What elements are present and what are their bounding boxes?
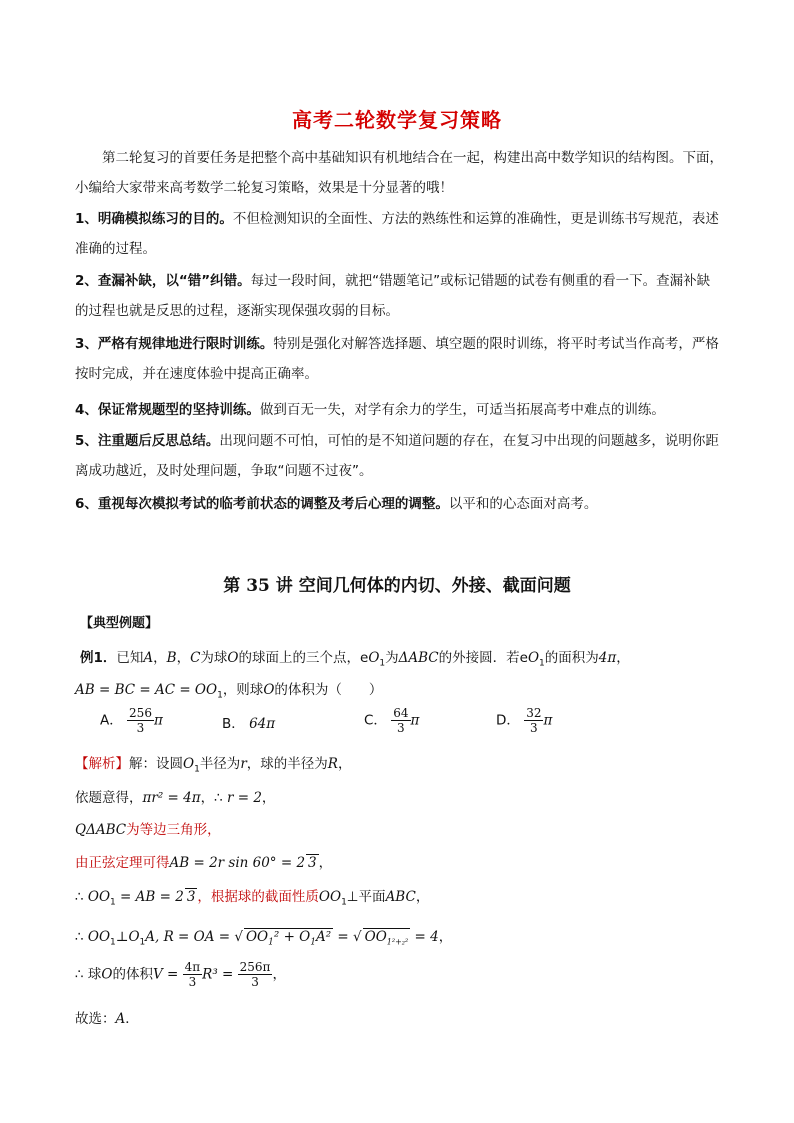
sol-6-eq5: = 4	[410, 929, 439, 945]
comma-2: ，	[176, 650, 191, 666]
sol-8c: ．	[125, 1011, 139, 1027]
sol-3a: Q	[75, 822, 87, 838]
point-c: C	[190, 650, 201, 666]
sol-6-sq1b: ² + O	[273, 929, 311, 945]
point-2-body: 每过一段时间，就把“错题笔记”或标记错题的试卷有侧重的看一下。查漏补缺的过程也就是反思的过程，逐渐实现保强攻弱的目标。	[75, 273, 711, 319]
sol-6-sq1-sub2: 1	[310, 937, 316, 948]
sol-6-sq2-sub: 1²+₂²	[386, 937, 409, 947]
point-4-head: 4、保证常规题型的坚持训练。	[75, 402, 260, 418]
sol-6a: ∴	[75, 929, 88, 945]
sol-3c: 为等边三角形，	[126, 822, 221, 838]
circle-o1-2: O	[527, 650, 540, 666]
sol-1d: ，	[337, 756, 352, 772]
sol-2d: ，	[261, 790, 276, 806]
page-title: 高考二轮数学复习策略	[292, 108, 502, 132]
option-a-den: 3	[136, 721, 145, 735]
sol-5c: OO	[318, 889, 342, 905]
point-3	[75, 329, 723, 389]
sol-3b: ΔABC	[86, 822, 127, 838]
sol-6-eq2: ⊥O	[115, 929, 140, 945]
option-b-value: 64π	[249, 716, 276, 732]
solution-line-4	[75, 851, 332, 871]
option-d-pi: π	[543, 712, 553, 729]
sol-5-sqrt: 3	[186, 889, 196, 905]
sol-5-eq: OO	[87, 889, 111, 905]
example-text-1: 已知	[116, 650, 144, 666]
sub-1: 1	[379, 658, 386, 669]
circle-symbol-2: e	[519, 650, 528, 666]
sol-6-sqrt1	[244, 928, 333, 948]
point-3-body: 特别是强化对解答选择题、填空题的限时训练，将平时考试当作高考，严格按时完成，并在速度体验中提高正确率。	[75, 336, 719, 382]
option-a-pi: π	[153, 712, 163, 729]
sol-8a: 故选：	[75, 1011, 116, 1027]
sol-7c: ，	[272, 966, 286, 983]
option-c[interactable]	[364, 706, 419, 735]
example-text-3: 的球面上的三个点，	[238, 650, 360, 666]
sol-7a: ∴ 球	[75, 966, 102, 983]
solution-line-2	[75, 786, 275, 806]
equal-condition: AB = BC = AC = OO	[75, 682, 218, 698]
sol-4-sqrt: 3	[308, 855, 317, 871]
solution-line-3	[75, 818, 221, 838]
option-b[interactable]	[222, 712, 275, 732]
solution-line-8	[75, 1007, 139, 1027]
point-2-head: 2、查漏补缺，以“错”纠错。	[75, 273, 251, 289]
sol-5b: ，根据球的截面性质	[197, 889, 319, 905]
solution-line-7	[75, 960, 286, 989]
sol-7-frac1	[183, 960, 203, 989]
option-a[interactable]	[100, 706, 163, 735]
sol-1a: 解：设圆	[129, 756, 183, 772]
sol-6-sub: 1	[110, 937, 116, 948]
lecture-title: 第 35 讲 空间几何体的内切、外接、截面问题	[223, 576, 571, 596]
point-4-body: 做到百无一失，对学有余力的学生，可适当拓展高考中难点的训练。	[259, 402, 665, 418]
sol-7-num2: 256π	[239, 960, 271, 974]
area-value: 4π	[598, 650, 617, 666]
solution-label: 【解析】	[75, 756, 129, 772]
option-b-letter: B．	[222, 716, 245, 732]
example-text-5: 的外接圆．若	[438, 650, 520, 666]
solution-line-6: ∴ $OO_1\perp O_1A$, R = OA = √ $OO_1^2 + O_1A^2$ = √ $OO_{1^2+_2^2} = 4$，	[75, 929, 453, 948]
point-5-body: 出现问题不可怕，可怕的是不知道问题的存在，在复习中出现的问题越多，说明你距离成功越近，及时处理问题，争取“问题不过夜”。	[75, 433, 719, 479]
point-6-head: 6、重视每次模拟考试的临考前状态的调整及考后心理的调整。	[75, 496, 449, 512]
sol-7-num1: 4π	[184, 960, 201, 974]
sol-5-sub2: 1	[341, 897, 347, 908]
option-c-letter: C．	[364, 712, 387, 729]
point-5	[75, 426, 723, 486]
sol-6b: ，	[438, 929, 453, 945]
point-1	[75, 204, 723, 264]
point-2	[75, 266, 723, 326]
sol-5d: ⊥平面	[346, 889, 386, 905]
sol-1-sub: 1	[194, 764, 200, 775]
point-3-head: 3、严格有规律地进行限时训练。	[75, 336, 274, 352]
sol-5f: ，	[415, 889, 430, 905]
sol-7-R: R³ =	[202, 966, 238, 983]
sol-2-eq: πr² = 4π	[142, 790, 201, 806]
sol-7-frac2	[238, 960, 273, 989]
sol-4-eq: AB = 2r sin 60° = 2	[169, 855, 306, 871]
sphere-o: O	[227, 650, 239, 666]
sol-1-R: R	[327, 756, 338, 772]
sol-4b: ，	[318, 855, 333, 871]
solution-line-1	[75, 752, 351, 775]
sol-6-sq1: OO	[245, 929, 269, 945]
option-a-fraction	[127, 706, 154, 735]
sol-1-o1: O	[183, 756, 195, 772]
example-text-8: 的体积为（ ）	[274, 682, 383, 698]
example-text-2: 为球	[200, 650, 228, 666]
option-d-num: 32	[526, 706, 542, 720]
option-c-num: 64	[393, 706, 409, 720]
sol-6-sub2: 1	[139, 937, 146, 948]
point-5-head: 5、注重题后反思总结。	[75, 433, 220, 449]
example-label: 例1．	[80, 650, 117, 666]
point-6-body: 以平和的心态面对高考。	[448, 496, 598, 512]
sol-7-V: V =	[152, 966, 183, 983]
option-d-letter: D．	[496, 712, 520, 729]
point-1-head: 1、明确模拟练习的目的。	[75, 211, 233, 227]
sol-6-eq4: =	[333, 929, 354, 945]
sol-2c: r = 2	[226, 790, 262, 806]
option-c-fraction	[391, 706, 410, 735]
sol-7b: 的体积	[112, 966, 153, 983]
option-c-pi: π	[410, 712, 420, 729]
point-b: B	[166, 650, 177, 666]
example-line-2	[75, 678, 382, 701]
intro-paragraph: 第二轮复习的首要任务是把整个高中基础知识有机地结合在一起，构建出高中数学知识的结构图。下面，小编给大家带来高考数学二轮复习策略，效果是十分显著的哦！	[75, 150, 723, 196]
option-d-fraction	[524, 706, 543, 735]
sub-1-2: 1	[539, 658, 545, 669]
point-1-body: 不但检测知识的全面性、方法的熟练性和运算的准确性，更是训练书写规范，表述准确的过程。	[75, 211, 719, 257]
sol-7-den1: 3	[188, 975, 197, 989]
circle-o1: O	[368, 650, 380, 666]
sol-7-den2: 3	[251, 975, 259, 989]
solution-line-5	[75, 885, 429, 908]
option-a-letter: A．	[100, 712, 123, 729]
point-6	[75, 489, 723, 519]
example-text-6: 的面积为	[544, 650, 599, 666]
sol-5-eq2: = AB = 2	[115, 889, 184, 905]
sol-1-r: r	[240, 756, 247, 772]
sol-6-sq1-sub: 1	[268, 937, 274, 948]
sphere-o-2: O	[263, 682, 275, 698]
sol-5a: ∴	[75, 889, 88, 905]
example-text-4: 为	[385, 650, 399, 666]
sol-1c: ，球的半径为	[246, 756, 328, 772]
sub-1-3: 1	[217, 690, 223, 701]
triangle-abc: ΔABC	[398, 650, 439, 666]
option-c-den: 3	[397, 721, 405, 735]
option-d-den: 3	[530, 721, 538, 735]
example-line-1	[80, 646, 630, 669]
sol-6-sq1c: A²	[315, 929, 332, 945]
point-a: A	[143, 650, 154, 666]
comma-1: ，	[153, 650, 167, 666]
sol-8b: A	[115, 1011, 126, 1027]
option-a-num: 256	[129, 706, 152, 720]
sol-4a: 由正弦定理可得	[75, 855, 170, 871]
sol-5-sub: 1	[110, 897, 116, 908]
sol-6-sqrt2	[363, 928, 411, 947]
sol-5e: ABC	[385, 889, 416, 905]
sol-2b: ，∴	[200, 790, 227, 806]
sol-6-eq3: A, R = OA =	[145, 929, 235, 945]
sol-7-o: O	[101, 966, 113, 983]
point-4	[75, 395, 723, 425]
option-d[interactable]	[496, 706, 552, 735]
sol-6-sq2: OO	[364, 929, 387, 945]
section-tag: 【典型例题】	[80, 616, 159, 631]
comma-3: ，	[616, 650, 630, 666]
example-text-7: ，则球	[222, 682, 264, 698]
sol-1b: 半径为	[199, 756, 241, 772]
circle-symbol: e	[360, 650, 369, 666]
sol-2a: 依题意得，	[75, 790, 143, 806]
sol-6-eq: OO	[87, 929, 111, 945]
